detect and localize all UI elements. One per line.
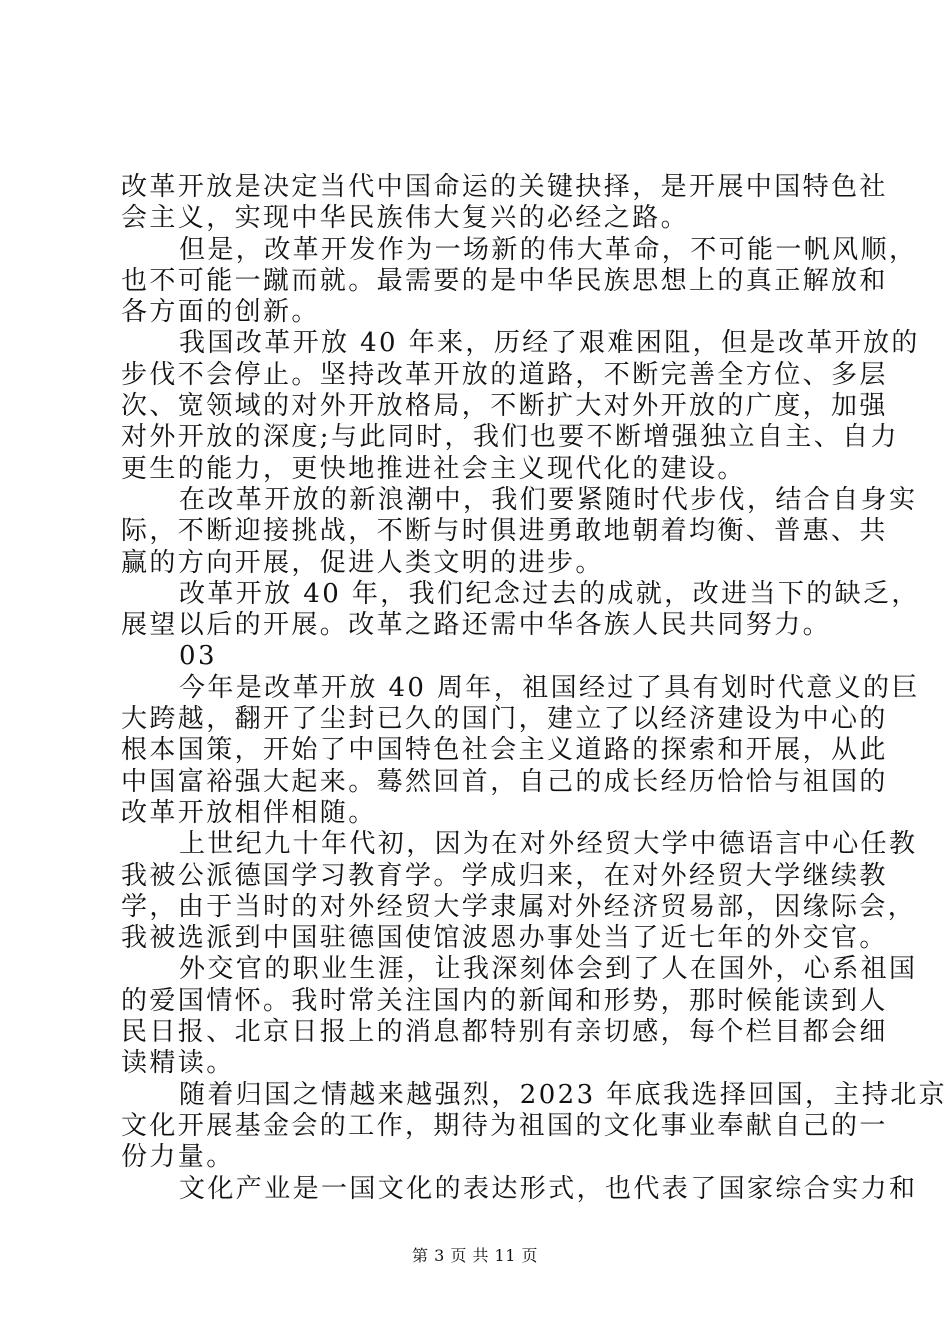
text-line: 改革开放是决定当代中国命运的关键抉择，是开展中国特色社 (121, 172, 888, 202)
text-line: 学，由于当时的对外经贸大学隶属对外经济贸易部，因缘际会， (121, 891, 917, 922)
text-line: 的爱国情怀。我时常关注国内的新闻和形势，那时候能读到人 (121, 985, 888, 1016)
text-line: 更生的能力，更快地推进社会主义现代化的建设。 (121, 453, 746, 484)
text-line: 次、宽领域的对外开放格局，不断扩大对外开放的广度，加强 (121, 391, 888, 422)
text-line: 我国改革开放 40 年来，历经了艰难困阻，但是改革开放的 (179, 328, 920, 359)
text-line: 也不可能一蹴而就。最需要的是中华民族思想上的真正解放和 (121, 265, 888, 296)
text-line: 中国富裕强大起来。蓦然回首，自己的成长经历恰恰与祖国的 (121, 766, 888, 797)
text-line: 今年是改革开放 40 周年，祖国经过了具有划时代意义的巨 (179, 672, 920, 703)
text-line: 我被公派德国学习教育学。学成归来，在对外经贸大学继续教 (121, 860, 888, 891)
text-line: 各方面的创新。 (121, 297, 320, 328)
text-line: 我被选派到中国驻德国使馆波恩办事处当了近七年的外交官。 (121, 923, 888, 954)
text-line: 赢的方向开展，促进人类文明的进步。 (121, 547, 604, 578)
text-line: 对外开放的深度;与此同时，我们也要不断增强独立自主、自力 (121, 422, 899, 453)
text-line: 步伐不会停止。坚持改革开放的道路，不断完善全方位、多层 (121, 359, 888, 390)
text-line: 读精读。 (121, 1048, 235, 1079)
text-line: 民日报、北京日报上的消息都特别有亲切感，每个栏目都会细 (121, 1017, 888, 1048)
text-line: 会主义，实现中华民族伟大复兴的必经之路。 (121, 203, 690, 234)
document-body (121, 172, 948, 1205)
text-line: 份力量。 (121, 1142, 235, 1173)
text-line: 大跨越，翻开了尘封已久的国门，建立了以经济建设为中心的 (121, 704, 888, 735)
text-line: 03 (179, 641, 217, 672)
text-line: 外交官的职业生涯，让我深刻体会到了人在国外，心系祖国 (179, 954, 918, 985)
text-line: 文化开展基金会的工作，期待为祖国的文化事业奉献自己的一 (121, 1110, 888, 1141)
page-footer: 第 3 页 共 11 页 (412, 1246, 538, 1265)
text-line: 展望以后的开展。改革之路还需中华各族人民共同努力。 (121, 610, 832, 641)
text-line: 但是，改革开发作为一场新的伟大革命，不可能一帆风顺， (179, 234, 918, 265)
text-line: 改革开放 40 年，我们纪念过去的成就，改进当下的缺乏， (179, 578, 920, 609)
text-line: 根本国策，开始了中国特色社会主义道路的探索和开展，从此 (121, 735, 888, 766)
text-line: 际，不断迎接挑战，不断与时俱进勇敢地朝着均衡、普惠、共 (121, 516, 888, 547)
text-line: 在改革开放的新浪潮中，我们要紧随时代步伐，结合自身实 (179, 484, 918, 515)
text-line: 改革开放相伴相随。 (121, 797, 377, 828)
text-line: 上世纪九十年代初，因为在对外经贸大学中德语言中心任教 (179, 829, 918, 860)
text-line: 文化产业是一国文化的表达形式，也代表了国家综合实力和 (179, 1173, 918, 1204)
text-line: 随着归国之情越来越强烈，2023 年底我选择回国，主持北京 (179, 1079, 948, 1110)
